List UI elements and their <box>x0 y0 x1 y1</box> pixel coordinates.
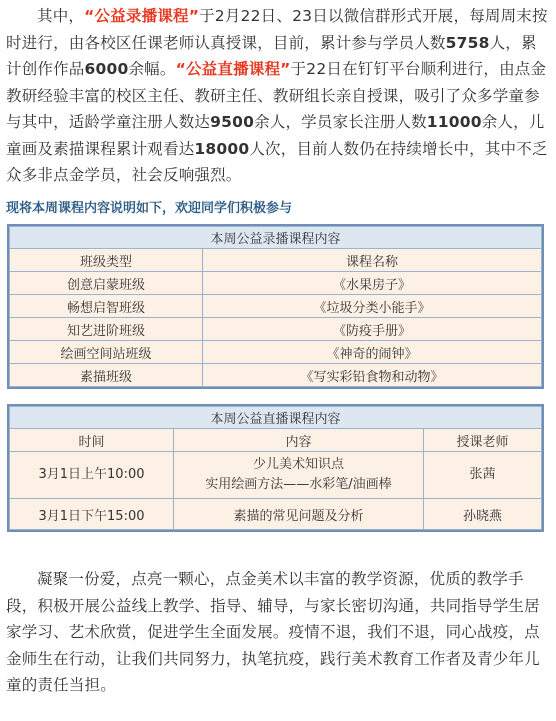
live-course-table <box>7 404 544 532</box>
table-row: 创意启蒙班级 《水果房子》 <box>10 272 542 295</box>
table-intro-note: 现将本周课程内容说明如下，欢迎同学们积极参与 <box>6 201 293 216</box>
column-header-class-type: 班级类型 <box>10 249 203 272</box>
live-course-highlight: “公益直播课程” <box>175 60 291 78</box>
table-row: 素描班级 《写实彩铅食物和动物》 <box>10 364 542 387</box>
stat-artworks: 6000 <box>84 60 129 78</box>
table-row: 畅想启智班级 《垃圾分类小能手》 <box>10 295 542 318</box>
recorded-course-highlight: “公益录播课程” <box>84 7 200 25</box>
stat-participants: 5758 <box>445 33 490 52</box>
column-header-content: 内容 <box>174 429 424 452</box>
outro-paragraph: 凝聚一份爱，点亮一颗心，点金美术以丰富的教学资源，优质的教学手段，积极开展公益线上教学、指导、辅导，与家长密切沟通，共同指导学生居家学习、艺术欣赏，促进学生全面发展。疫情不退，我们不退，同心战疫，点金师生在行动，让我们共同努力，执笔抗疫，践行美术教育工作者及青少年儿童的责任当担。 <box>6 570 540 694</box>
recorded-course-table <box>7 224 544 389</box>
table-row: 3月1日下午15:00 素描的常见问题及分析 孙晓燕 <box>10 499 542 530</box>
stat-parents: 11000 <box>426 113 482 131</box>
recorded-table-title: 本周公益录播课程内容 <box>10 227 542 249</box>
intro-paragraph: 其中，“公益录播课程”于2月22日、23日以微信群形式开展，每周周末按时进行，由各校区任课老师认真授课，目前，累计参与学员人数5758人，累计创作作品6000余幅。“公益直播课程”于22日在钉钉平台顺利进行，由点金教研经验丰富的校区主任、教研主任、教研组长亲自授课，吸引了众多学童参与其中，适龄学童注册人数达9500余人，学员家长注册人数11000余人，儿童画及素描课程累计观看达18000人次，目前人数仍在持续增长中，其中不乏众多非点金学员，社会反响强烈。 <box>6 7 548 184</box>
table-row: 3月1日上午10:00 少儿美术知识点 实用绘画方法——水彩笔/油画棒 张茜 <box>10 452 542 499</box>
live-table-title: 本周公益直播课程内容 <box>10 407 542 429</box>
stat-views: 18000 <box>194 139 250 158</box>
column-header-time: 时间 <box>10 429 174 452</box>
table-row: 绘画空间站班级 《神奇的闹钟》 <box>10 341 542 364</box>
stat-children: 9500 <box>210 113 255 131</box>
column-header-course-name: 课程名称 <box>203 249 542 272</box>
column-header-teacher: 授课老师 <box>424 429 542 452</box>
table-row: 知艺进阶班级 《防疫手册》 <box>10 318 542 341</box>
